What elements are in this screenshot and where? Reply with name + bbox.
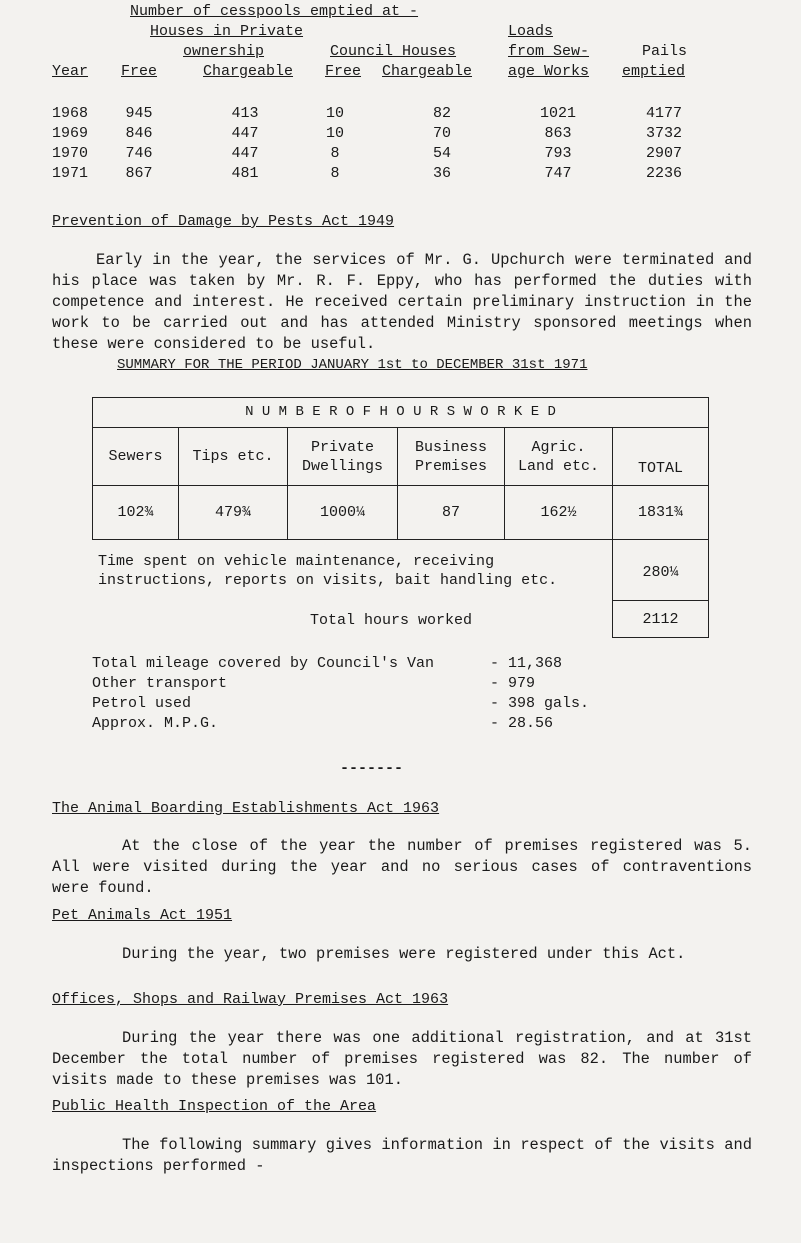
- col-header-line: Dwellings: [301, 457, 383, 475]
- value-sewers: 102¾: [117, 504, 154, 521]
- cell-council-chargeable: 36: [432, 165, 451, 182]
- vehicle-hours-value: 280¼: [642, 564, 679, 581]
- col-header-line: Sewers: [108, 448, 163, 465]
- offices-shops-paragraph: During the year there was one additional registration, and at 31st December the total number of premises registered was 82. The number of visits made to these premises was 101.: [52, 1029, 752, 1089]
- mileage-label: Approx. M.P.G.: [92, 715, 219, 732]
- col-council-chargeable: Chargeable: [382, 63, 473, 80]
- offices-shops-heading: Offices, Shops and Railway Premises Act 1963: [52, 991, 449, 1008]
- col-private-chargeable: Chargeable: [203, 63, 294, 80]
- loads-header-2: from Sew-: [508, 43, 590, 60]
- col-header-line: Agric.: [531, 438, 586, 456]
- cell-council-free: 10: [325, 105, 344, 122]
- cell-year: 1970: [51, 145, 88, 162]
- cell-loads: 863: [544, 125, 572, 142]
- pails-header-2: emptied: [622, 63, 686, 80]
- cell-pails: 3732: [645, 125, 682, 142]
- value-tips: 479¾: [214, 504, 251, 521]
- col-council-free: Free: [325, 63, 362, 80]
- col-header-agric-land: [505, 428, 612, 485]
- pests-paragraph: Early in the year, the services of Mr. G. Upchurch were terminated and his place was taken by Mr. R. F. Eppy, who has performed the duties with competence and interest. He received certain preliminary instruction in the work to be carried out and has attended Ministry sponsored meetings when these were considered to be useful.: [52, 251, 752, 353]
- col-header-line: Private: [310, 438, 374, 456]
- cell-pails: 2907: [645, 145, 682, 162]
- value-total: 1831¾: [637, 504, 683, 521]
- col-header-line: Business: [414, 438, 487, 456]
- col-header-business-premises: [398, 428, 504, 485]
- cell-private-free: 945: [125, 105, 153, 122]
- cell-private-chargeable: 447: [231, 145, 259, 162]
- cell-private-free: 867: [125, 165, 153, 182]
- cell-pails: 4177: [645, 105, 682, 122]
- ownership-header: ownership: [183, 43, 265, 60]
- hours-table-title: N U M B E R O F H O U R S W O R K E D: [245, 404, 556, 420]
- col-header-private-dwellings: [288, 428, 397, 485]
- vehicle-text-line2: instructions, reports on visits, bait handling etc.: [98, 572, 558, 589]
- col-header-line: TOTAL: [637, 460, 683, 477]
- cell-loads: 793: [544, 145, 572, 162]
- cell-pails: 2236: [645, 165, 682, 182]
- cell-council-chargeable: 54: [432, 145, 451, 162]
- mileage-value: - 28.56: [490, 715, 554, 732]
- mileage-value: - 979: [490, 675, 536, 692]
- mileage-value: - 398 gals.: [490, 695, 590, 712]
- col-header-sewers: [93, 428, 178, 485]
- value-agric-land: 162½: [540, 504, 577, 521]
- cell-loads: 747: [544, 165, 572, 182]
- cell-loads: 1021: [539, 105, 576, 122]
- section-separator: -------: [340, 760, 404, 777]
- cell-private-chargeable: 413: [231, 105, 259, 122]
- total-hours-label: Total hours worked: [310, 612, 473, 629]
- summary-heading: SUMMARY FOR THE PERIOD JANUARY 1st to DECEMBER 31st 1971: [117, 357, 588, 373]
- col-header-tips: [179, 428, 287, 485]
- council-houses-header: Council Houses: [330, 43, 457, 60]
- cell-year: 1969: [51, 125, 88, 142]
- mileage-value: - 11,368: [490, 655, 563, 672]
- pails-header: Pails: [642, 43, 688, 60]
- col-header-line: Land etc.: [517, 457, 599, 475]
- total-hours-value: 2112: [642, 610, 679, 628]
- mileage-label: Petrol used: [92, 695, 192, 712]
- pests-heading: Prevention of Damage by Pests Act 1949: [52, 213, 395, 230]
- cell-year: 1971: [51, 165, 88, 182]
- col-private-free: Free: [121, 63, 158, 80]
- cell-council-free: 8: [330, 145, 340, 162]
- mileage-label: Total mileage covered by Council's Van: [92, 655, 435, 672]
- cell-council-free: 10: [325, 125, 344, 142]
- value-business-premises: 87: [441, 504, 460, 521]
- pet-animals-paragraph: During the year, two premises were registered under this Act.: [122, 945, 686, 963]
- vehicle-text-line1: Time spent on vehicle maintenance, receiving: [98, 553, 495, 570]
- value-private-dwellings: 1000¼: [319, 504, 365, 521]
- cell-council-chargeable: 70: [432, 125, 451, 142]
- loads-header-3: age Works: [508, 63, 590, 80]
- col-header-line: Tips etc.: [192, 448, 274, 465]
- cell-council-chargeable: 82: [432, 105, 451, 122]
- private-houses-header: Houses in Private: [150, 23, 304, 40]
- public-health-heading: Public Health Inspection of the Area: [52, 1098, 377, 1115]
- animal-boarding-paragraph: At the close of the year the number of premises registered was 5. All were visited during the year and no serious cases of contraventions were found.: [52, 837, 752, 897]
- cell-private-chargeable: 447: [231, 125, 259, 142]
- cell-year: 1968: [51, 105, 88, 122]
- col-header-line: Premises: [414, 457, 487, 475]
- animal-boarding-heading: The Animal Boarding Establishments Act 1963: [52, 800, 440, 817]
- mileage-label: Other transport: [92, 675, 228, 692]
- table-group-header: Number of cesspools emptied at -: [130, 3, 419, 20]
- loads-header: Loads: [508, 23, 554, 40]
- cell-private-chargeable: 481: [231, 165, 259, 182]
- cell-private-free: 746: [125, 145, 153, 162]
- pet-animals-heading: Pet Animals Act 1951: [52, 907, 233, 924]
- col-year: Year: [52, 63, 89, 80]
- cell-private-free: 846: [125, 125, 153, 142]
- public-health-paragraph: The following summary gives information in respect of the visits and inspections performed -: [52, 1136, 752, 1175]
- cell-council-free: 8: [330, 165, 340, 182]
